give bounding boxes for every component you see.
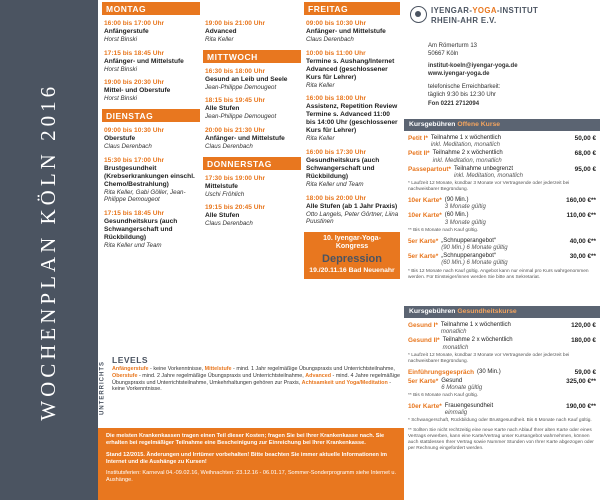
- class-time: 17:15 bis 18:45 Uhr: [104, 209, 165, 217]
- schedule-column-1: [102, 0, 200, 255]
- price-desc-sub: inkl. Meditation, monatlich: [430, 142, 500, 149]
- price-desc-sub: 6 Monate gültig: [441, 384, 483, 391]
- price-amount: 120,00 €: [571, 322, 596, 329]
- class-teacher: Jean-Philippe Demougeot: [205, 83, 277, 91]
- price-amount: 95,00 €: [574, 165, 596, 173]
- price-name: 5er Karte*: [408, 237, 439, 245]
- class-teacher: Uschi Fröhlich: [205, 190, 245, 198]
- price-desc-sub: monatlich: [442, 344, 469, 351]
- web-link[interactable]: www.iyengar-yoga.de: [428, 71, 490, 78]
- class-time: 20:00 bis 21:30 Uhr: [205, 126, 266, 134]
- price-row: [408, 150, 596, 164]
- schedule-column-2: [203, 0, 301, 234]
- class-teacher: Rita Keller und Team: [104, 241, 162, 249]
- price-name: 10er Karte*: [408, 197, 442, 205]
- class-entry: [102, 20, 200, 44]
- notice-holidays: Institutsferien: Karneval 04.-09.02.16, Weihnachten: 23.12.16 - 06.01.17, Sommer-Sonderprogramm siehe Internet u. Aushänge.: [106, 470, 397, 484]
- class-teacher: Rita Keller: [306, 81, 335, 89]
- level-text: - mind. 2 Jahre regelmäßige Übungspraxis und Unterrichtsteilnahme,: [137, 373, 306, 380]
- price-desc-sub: einmalig: [444, 410, 468, 417]
- price-desc-main: (60 Min.): [444, 212, 469, 219]
- class-time: 18:15 bis 19:45 Uhr: [205, 97, 266, 105]
- price-desc-sub: inkl. Meditation, monatlich: [453, 172, 524, 179]
- class-entry: [102, 210, 200, 250]
- price-name: Petit I*: [408, 135, 428, 142]
- price-amount: 110,00 €**: [566, 212, 596, 220]
- city: 50667 Köln: [428, 51, 459, 58]
- class-teacher: Horst Binski: [104, 36, 138, 44]
- price-desc-sub: 3 Monate gültig: [444, 219, 486, 226]
- class-entry: [203, 127, 301, 151]
- street: Am Römerturm 13: [428, 43, 478, 49]
- price-row: [408, 378, 596, 392]
- institute-name: [431, 6, 538, 25]
- promo-line2: Depression: [322, 252, 382, 265]
- gesund-header: [404, 306, 600, 318]
- class-title: Gesund an Leib und Seele: [205, 75, 288, 83]
- price-desc: [441, 238, 568, 252]
- offen-prices: [408, 135, 596, 285]
- price-name: Einführungsgespräch: [408, 368, 475, 376]
- class-time: 16:00 bis 17:00 Uhr: [104, 20, 165, 27]
- name-pre: IYENGAR-: [431, 6, 473, 15]
- price-desc: [441, 253, 568, 267]
- offen-header: [404, 119, 600, 131]
- class-title: Gesundheitskurs (auch Schwangerschaft und Rückbildung): [306, 157, 380, 181]
- gesund-head-accent: Gesundheitskurse: [457, 308, 517, 315]
- hours-label: telefonische Erreichbarkeit:: [428, 84, 501, 91]
- notice-insurance: Die meisten Krankenkassen tragen einen Teil dieser Kosten; fragen Sie bei Ihrer Krankenkasse nach. Sie erhalten bei regelmäßiger Teilnahme eine Bescheinigung zur Einreichung bei Ihrer Krankenkasse.: [106, 433, 385, 447]
- price-note: ** Sollten Sie nicht rechtzeitig eine neue Karte nach Ablauf Ihrer alten Karte oder eines Vertrags erwerben, kann eine Karte/Vertrag unser Kursangebot wahrnehmen, können auch stattdessen Ihrer Vertrag sowie Nummer Stunden von Ihrer Karte abgezogen oder per Rechnung eingefordert werden.: [408, 428, 594, 452]
- class-entry: [203, 204, 301, 228]
- price-desc-main: „Schnupperangebot“: [441, 237, 496, 244]
- price-desc-main: Teilnahme 2 x wöchentlich: [442, 337, 513, 344]
- class-title: Anfänger- und Mittelstufe: [205, 134, 285, 142]
- price-amount: 59,00 €: [574, 368, 596, 376]
- class-entry: [304, 95, 400, 143]
- price-desc-main: Gesund: [441, 377, 463, 384]
- class-title: Anfänger- und Mittelstufe: [104, 57, 184, 65]
- class-teacher: Otto Langels, Peter Görtner, Liina Puustinen: [306, 210, 399, 226]
- class-entry: [304, 50, 400, 90]
- levels-body: [112, 355, 400, 393]
- price-desc: [445, 212, 565, 226]
- price-row: [408, 253, 596, 267]
- column-spacer: [203, 0, 301, 20]
- price-row: [408, 369, 596, 377]
- class-time: 09:00 bis 10:30 Uhr: [306, 20, 367, 27]
- price-row: [408, 337, 596, 351]
- class-title: Mittel- und Oberstufe: [104, 87, 171, 95]
- price-desc-sub: (60 Min.) 6 Monate gültig: [441, 260, 508, 267]
- class-title: Advanced: [205, 28, 237, 36]
- level-name: Achtsamkeit und Yoga/Meditation: [301, 379, 388, 386]
- price-amount: 190,00 €**: [566, 402, 596, 410]
- notice-status: Stand 12/2015. Änderungen und Irrtümer vorbehalten! Bitte beachten Sie immer aktuelle Informationen im Internet und die Aushänge zu Kursen!: [106, 451, 387, 465]
- class-entry: [203, 20, 301, 44]
- class-time: 19:00 bis 21:00 Uhr: [205, 20, 266, 27]
- level-text: - mind. 4 Jahre regelmäßige Übungspraxis und Unterrichtsteilnahme, Umkehrhaltungen gehören zur Praxis,: [112, 373, 400, 386]
- class-title: Oberstufe: [104, 134, 136, 142]
- price-row: [408, 238, 596, 252]
- class-entry: [304, 20, 400, 44]
- price-desc-main: Teilnahme unbegrenzt: [453, 165, 514, 172]
- price-desc: [445, 197, 564, 211]
- day-header: FREITAG: [304, 2, 400, 15]
- price-desc: [454, 166, 573, 180]
- title-spine: [0, 0, 98, 500]
- price-row: [408, 322, 596, 336]
- class-title: Gesundheitskurs (auch Schwangerschaft und Rückbildung): [104, 217, 178, 241]
- price-row: [408, 197, 596, 211]
- institute-logo: [410, 6, 538, 25]
- price-row: [408, 166, 596, 180]
- class-entry: [203, 175, 301, 199]
- class-entry: [304, 149, 400, 189]
- levels-tag: [98, 353, 109, 423]
- price-desc-sub: inkl. Meditation, monatlich: [432, 157, 502, 164]
- class-teacher: Claus Derenbach: [205, 220, 253, 228]
- levels-description: [112, 366, 400, 393]
- class-time: 18:00 bis 20:00 Uhr: [306, 194, 367, 202]
- promo-line1: 10. Iyengar-Yoga-Kongress: [323, 234, 381, 251]
- price-note: * Schwangerschaft, Rückbildung oder Brustgesundheit. Bis 6 Monate nach Kauf gültig.: [408, 418, 592, 424]
- price-desc-sub: monatlich: [440, 329, 467, 336]
- price-desc-main: Teilnahme 1 x wöchentlich: [440, 322, 511, 328]
- name-post: -INSTITUT: [496, 6, 539, 15]
- class-title: Alle Stufen: [205, 105, 240, 113]
- class-entry: [102, 157, 200, 204]
- class-title: Alle Stufen: [205, 212, 240, 220]
- price-desc-main: Frauengesundheit: [444, 402, 494, 409]
- price-desc: [431, 135, 573, 149]
- price-desc: [477, 369, 573, 376]
- notice-box: [98, 428, 404, 500]
- level-name: Mittelstufe: [204, 366, 232, 373]
- class-title: Anfänger- und Mittelstufe: [306, 28, 386, 36]
- class-time: 16:00 bis 18:00 Uhr: [306, 95, 367, 103]
- email-link[interactable]: institut-koeln@iyengar-yoga.de: [428, 63, 518, 70]
- price-note: ** Bis 6 Monate nach Kauf gültig.: [408, 227, 479, 233]
- price-desc: [441, 378, 564, 392]
- class-entry: [102, 79, 200, 103]
- class-time: 16:30 bis 18:00 Uhr: [205, 67, 266, 75]
- day-header: DIENSTAG: [102, 109, 200, 122]
- price-name: 10er Karte*: [408, 402, 442, 410]
- price-name: 5er Karte*: [408, 377, 439, 385]
- offen-head-accent: Offene Kurse: [457, 121, 501, 128]
- class-title: Termine s. Aushang/Internet Advanced (geschlossener Kurs für Lehrer): [306, 57, 395, 81]
- class-teacher: Horst Binski: [104, 95, 138, 103]
- price-amount: 325,00 €**: [566, 377, 596, 385]
- price-desc-main: Teilnahme 2 x wöchentlich: [432, 150, 503, 157]
- price-amount: 160,00 €**: [566, 197, 596, 205]
- price-desc-main: (90 Min.): [444, 197, 469, 204]
- class-time: 17:30 bis 19:00 Uhr: [205, 174, 266, 182]
- gesund-head-pre: Kursgebühren: [409, 308, 456, 315]
- day-header: MONTAG: [102, 2, 200, 15]
- price-amount: 68,00 €: [574, 150, 596, 158]
- schedule-column-3: [304, 0, 400, 279]
- price-desc-sub: (90 Min.) 6 Monate gültig: [441, 245, 508, 252]
- price-desc: [441, 322, 569, 336]
- class-teacher: Rita Keller und Team: [306, 181, 364, 189]
- name-accent: YOGA: [472, 6, 497, 15]
- price-name: Gesund I*: [408, 322, 438, 329]
- price-desc-main: (30 Min.): [477, 368, 501, 375]
- logo-icon: [410, 6, 427, 23]
- levels-section: [98, 353, 402, 423]
- class-teacher: Rita Keller, Gabi Göller, Jean-Philippe Demougeot: [104, 188, 186, 204]
- class-time: 19:15 bis 20:45 Uhr: [205, 204, 266, 212]
- price-note: * Bis 12 Monate nach Kauf gültig. Angebot kann nur einmal pro Kurs wahrgenommen werden. Für Einsteiger/innen werden Sie bitte ans Sekretariat.: [408, 268, 589, 280]
- price-name: Petit II*: [408, 150, 430, 158]
- class-entry: [203, 68, 301, 92]
- class-time: 15:30 bis 17:00 Uhr: [104, 156, 165, 164]
- price-note: * Laufzeit 12 Monate, kündbar 3 Monate vor Vertragsende oder jederzeit bei nachweisbarer Begründung.: [408, 352, 570, 364]
- class-title: Mittelstufe: [205, 182, 238, 190]
- level-text: - mind. 1 Jahr regelmäßige Übungspraxis und Unterrichtsteilnahme,: [231, 366, 395, 373]
- class-teacher: Claus Derenbach: [306, 36, 354, 44]
- spine-title: WOCHENPLAN KÖLN 2016: [36, 82, 61, 421]
- levels-title: LEVELS: [112, 355, 149, 365]
- congress-promo: [304, 232, 400, 279]
- level-name: Advanced: [305, 373, 332, 380]
- promo-line3: 19./20.11.16 Bad Neuenahr: [309, 267, 395, 275]
- level-text: - keine Vorkenntnisse.: [112, 379, 392, 393]
- class-teacher: Jean-Philippe Demougeot: [205, 113, 277, 121]
- info-panel: [404, 0, 600, 500]
- price-row: [408, 212, 596, 226]
- class-time: 16:00 bis 17:30 Uhr: [306, 149, 367, 157]
- price-amount: 50,00 €: [574, 135, 596, 142]
- level-text: - keine Vorkenntnisse,: [148, 366, 205, 373]
- price-row: [408, 403, 596, 417]
- class-teacher: Claus Derenbach: [205, 142, 253, 150]
- price-desc: [445, 403, 564, 417]
- price-name: 10er Karte*: [408, 212, 442, 220]
- class-teacher: Horst Binski: [104, 65, 138, 73]
- hours: täglich 9:30 bis 12:30 Uhr: [428, 92, 497, 99]
- class-title: Anfängerstufe: [104, 28, 149, 36]
- phone: Fon 0221 2712094: [428, 100, 480, 107]
- price-name: Passepartout*: [408, 165, 451, 173]
- price-desc: [433, 150, 573, 164]
- class-time: 19:00 bis 20:30 Uhr: [104, 79, 165, 87]
- class-teacher: Rita Keller: [205, 36, 234, 44]
- price-name: Gesund II*: [408, 337, 440, 345]
- class-teacher: Rita Keller: [306, 135, 335, 143]
- day-header: MITTWOCH: [203, 50, 301, 63]
- class-time: 10:00 bis 11:00 Uhr: [306, 49, 366, 57]
- class-entry: [304, 195, 400, 226]
- class-entry: [102, 50, 200, 74]
- class-title: Assistenz, Repetition Review Termine s. Advanced 11:00 bis 14:00 Uhr (geschlossener Kurs für Lehrer): [306, 103, 398, 135]
- class-title: Brustgesundheit (Krebserkrankungen einschl. Chemo/Bestrahlung): [104, 164, 195, 188]
- price-desc-sub: 3 Monate gültig: [444, 204, 486, 211]
- class-teacher: Claus Derenbach: [104, 142, 152, 150]
- class-time: 09:00 bis 10:30 Uhr: [104, 126, 165, 134]
- class-entry: [102, 127, 200, 151]
- contact-block: [428, 42, 598, 108]
- gesund-prices: [408, 322, 596, 456]
- class-time: 17:15 bis 18:45 Uhr: [104, 49, 165, 57]
- price-note: * Laufzeit 12 Monate, kündbar 3 Monate vor Vertragsende oder jederzeit bei nachweisbarer Begründung.: [408, 181, 570, 193]
- price-desc-main: Teilnahme 1 x wöchentlich: [430, 135, 501, 141]
- offen-head-pre: Kursgebühren: [409, 121, 456, 128]
- price-name: 5er Karte*: [408, 253, 439, 261]
- levels-tag-label: UNTERRICHTS: [99, 361, 106, 415]
- price-row: [408, 135, 596, 149]
- level-name: Oberstufe: [112, 373, 138, 380]
- name-line2: RHEIN-AHR E.V.: [431, 15, 497, 25]
- price-amount: 30,00 €**: [569, 253, 596, 261]
- day-header: DONNERSTAG: [203, 157, 301, 170]
- class-entry: [203, 97, 301, 121]
- price-desc-main: „Schnupperangebot“: [441, 253, 496, 260]
- price-amount: 180,00 €: [571, 337, 596, 345]
- class-title: Alle Stufen (ab 1 Jahr Praxis): [306, 202, 398, 210]
- price-desc: [443, 337, 570, 351]
- price-note: ** Bis 6 Monate nach Kauf gültig.: [408, 392, 479, 398]
- level-name: Anfängerstufe: [112, 366, 149, 373]
- price-amount: 40,00 €**: [569, 237, 596, 245]
